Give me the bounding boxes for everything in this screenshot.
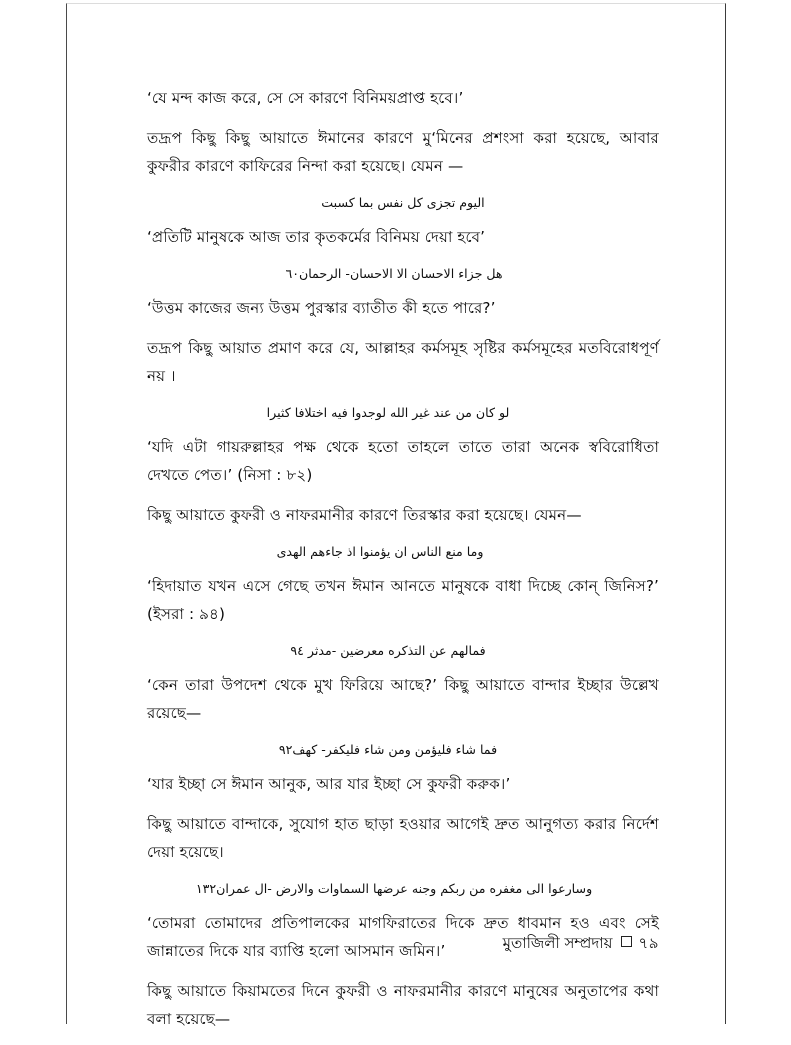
arabic-quotation: فما شاء فليؤمن ومن شاء فليكفر- كهف٩٢: [278, 742, 498, 757]
arabic-quotation: اليوم تجزى كل نفس بما كسبت: [321, 195, 485, 210]
body-paragraph: ‘তোমরা তোমাদের প্রতিপালকের মাগফিরাতের দিকে দ্রুত ধাবমান হও এবং সেই জান্নাতের দিকে যার ব্যাপ্তি হলো আসমান জমিন।’: [147, 914, 659, 960]
footer-chapter-title: মুতাজিলী সম্প্রদায়: [502, 934, 613, 952]
body-paragraph: ‘কেন তারা উপদেশ থেকে মুখ ফিরিয়ে আছে?’ কিছু আয়াতে বান্দার ইচ্ছার উল্লেখ রয়েছে—: [147, 676, 659, 722]
body-paragraph: ‘প্রতিটি মানুষকে আজ তার কৃতকর্মের বিনিময় দেয়া হবে’: [147, 228, 486, 246]
body-paragraph: তদ্রূপ কিছু কিছু আয়াতে ঈমানের কারণে মু‘মিনের প্রশংসা করা হয়েছে, আবার কুফরীর কারণে কাফিরের নিন্দা করা হয়েছে। যেমন —: [147, 129, 659, 175]
arabic-quotation: وسارعوا الى مغفره من ربكم وجنه عرضها السماوات والارض -ال عمران١٣٢: [195, 881, 593, 896]
body-paragraph: ‘যার ইচ্ছা সে ঈমান আনুক, আর যার ইচ্ছা সে কুফরী করুক।’: [147, 775, 511, 793]
page-footer: [147, 932, 659, 957]
footer-square-icon: [621, 936, 632, 947]
arabic-quotation: لو كان من عند غير الله لوجدوا فيه اختلافا كثيرا: [266, 405, 510, 420]
page-body: [147, 84, 659, 1045]
arabic-quotation: هل جزاء الاحسان الا الاحسان- الرحمان٦٠: [285, 266, 503, 281]
arabic-quotation: فمالهم عن التذكره معرضين -مدثر ٩٤: [290, 643, 486, 658]
body-paragraph: তদ্রূপ কিছু আয়াত প্রমাণ করে যে, আল্লাহর কর্মসমূহ সৃষ্টির কর্মসমূহের মতবিরোধপূর্ণ নয় ।: [147, 339, 659, 385]
arabic-quotation: وما منع الناس ان يؤمنوا اذ جاءهم الهدى: [276, 544, 484, 559]
body-paragraph: ‘যে মন্দ কাজ করে, সে সে কারণে বিনিময়প্রাপ্ত হবে।’: [147, 89, 464, 107]
page-sheet: [66, 3, 726, 1028]
body-paragraph: ‘যদি এটা গায়রুল্লাহর পক্ষ থেকে হতো তাহলে তাতে তারা অনেক স্ববিরোধিতা দেখতে পেত।’ (নিসা : ৮২): [147, 438, 659, 484]
page-number: ৭৯: [638, 934, 659, 952]
body-paragraph: কিছু আয়াতে কিয়ামতের দিনে কুফরী ও নাফরমানীর কারণে মানুষের অনুতাপের কথা বলা হয়েছে—: [147, 982, 659, 1028]
body-paragraph: ‘হিদায়াত যখন এসে গেছে তখন ঈমান আনতে মানুষকে বাধা দিচ্ছে কোন্ জিনিস?’ (ইসরা : ৯৪): [147, 577, 659, 623]
body-paragraph: কিছু আয়াতে কুফরী ও নাফরমানীর কারণে তিরস্কার করা হয়েছে। যেমন—: [147, 506, 582, 524]
body-paragraph: কিছু আয়াতে বান্দাকে, সুযোগ হাত ছাড়া হওয়ার আগেই দ্রুত আনুগত্য করার নির্দেশ দেয়া হয়েছে।: [147, 815, 659, 861]
body-paragraph: ‘উত্তম কাজের জন্য উত্তম পুরস্কার ব্যাতীত কী হতে পারে?’: [147, 299, 496, 317]
